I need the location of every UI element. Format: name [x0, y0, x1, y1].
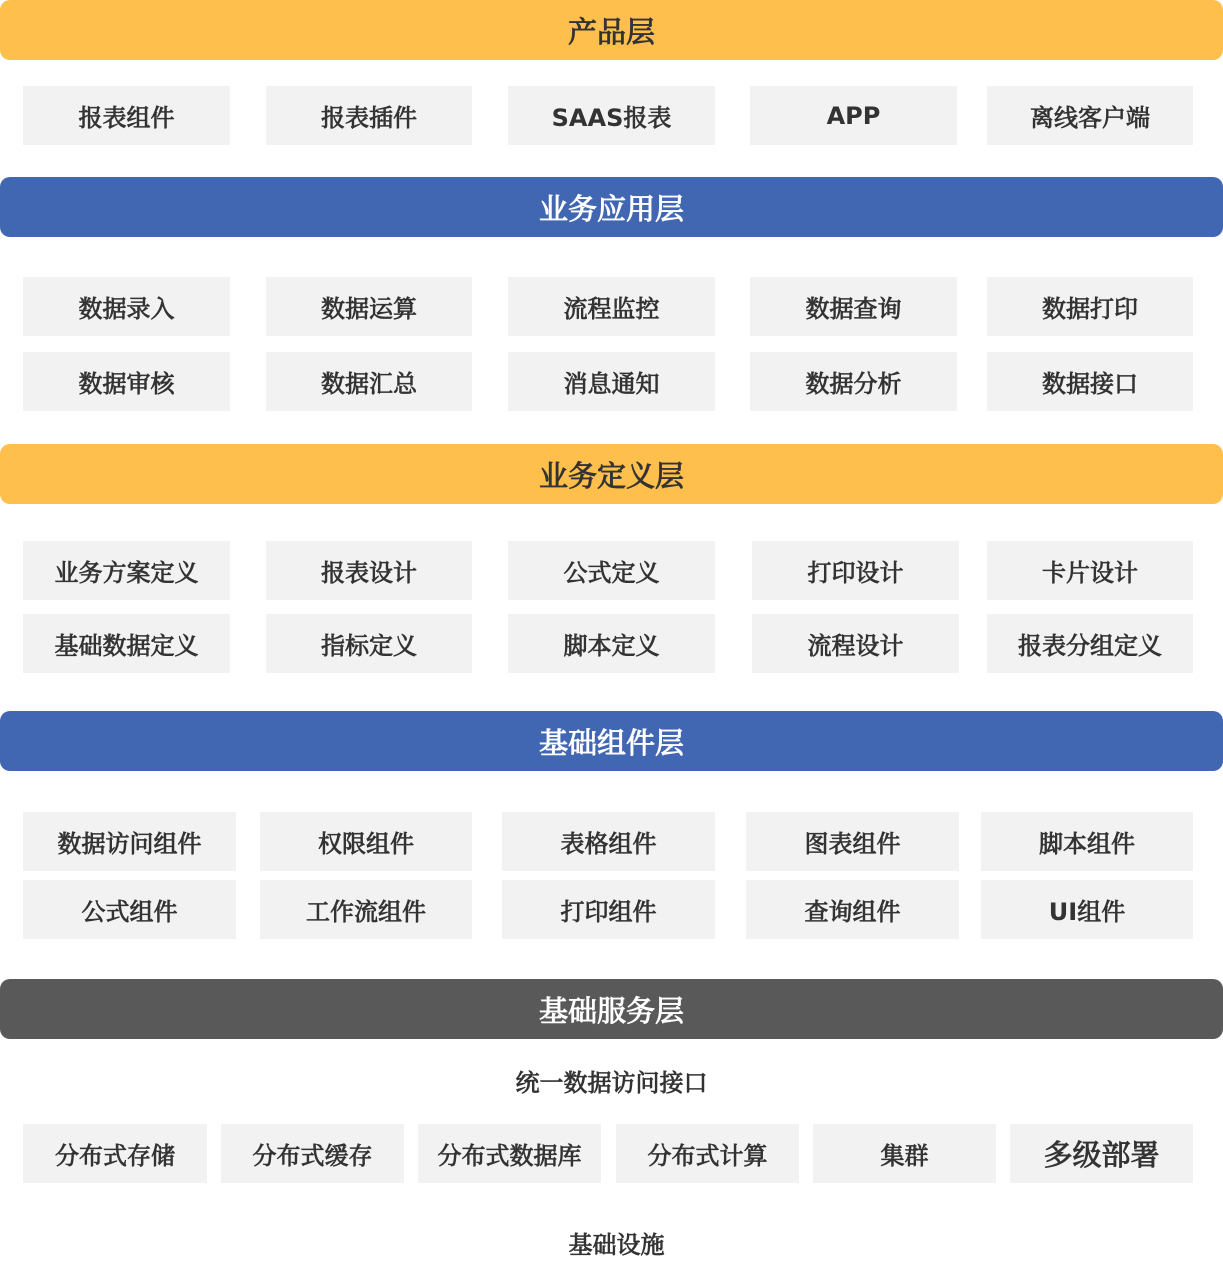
base-component-item: 查询组件: [746, 880, 959, 939]
base-component-item: 图表组件: [746, 812, 959, 871]
base-service-item: 集群: [813, 1124, 996, 1183]
business-def-item: 报表分组定义: [987, 614, 1193, 673]
business-app-item: 数据分析: [750, 352, 957, 411]
business-app-layer-header: [0, 177, 1223, 237]
infrastructure-label: 基础设施: [568, 1231, 665, 1259]
base-component-item: 数据访问组件: [23, 812, 236, 871]
product-layer-header: [0, 0, 1223, 60]
base-component-layer-title: 基础组件层: [538, 725, 684, 760]
unified-data-access-interface: 统一数据访问接口: [515, 1069, 708, 1097]
product-item-report-component: 报表组件: [23, 86, 230, 145]
business-app-layer-title: 业务应用层: [538, 191, 684, 226]
business-def-layer-title: 业务定义层: [538, 458, 684, 493]
business-app-item: 数据审核: [23, 352, 230, 411]
business-app-item: 流程监控: [508, 277, 715, 336]
business-def-item: 卡片设计: [987, 541, 1193, 600]
product-item-report-plugin: 报表插件: [266, 86, 472, 145]
base-service-item: 分布式存储: [23, 1124, 207, 1183]
business-app-item: 数据运算: [266, 277, 472, 336]
business-def-item: 指标定义: [266, 614, 472, 673]
business-app-item: 数据录入: [23, 277, 230, 336]
base-component-layer-header: [0, 711, 1223, 771]
base-component-item: 公式组件: [23, 880, 236, 939]
base-component-item: 脚本组件: [981, 812, 1193, 871]
base-service-layer-header: [0, 979, 1223, 1039]
product-item-saas-report: SAAS报表: [508, 86, 715, 145]
base-service-item: 分布式计算: [616, 1124, 799, 1183]
business-def-item: 公式定义: [508, 541, 715, 600]
base-component-item: 工作流组件: [260, 880, 472, 939]
base-component-item: 表格组件: [502, 812, 715, 871]
business-app-item: 数据打印: [987, 277, 1193, 336]
base-component-item: 打印组件: [502, 880, 715, 939]
product-item-app: APP: [750, 86, 957, 145]
business-def-item: 报表设计: [266, 541, 472, 600]
business-app-item: 数据查询: [750, 277, 957, 336]
business-def-item: 打印设计: [752, 541, 959, 600]
business-app-item: 数据接口: [987, 352, 1193, 411]
business-def-item: 脚本定义: [508, 614, 715, 673]
product-item-offline-client: 离线客户端: [987, 86, 1193, 145]
business-def-item: 流程设计: [752, 614, 959, 673]
base-component-item: UI组件: [981, 880, 1193, 939]
business-app-item: 数据汇总: [266, 352, 472, 411]
base-service-layer-title: 基础服务层: [538, 993, 684, 1028]
business-def-layer-header: [0, 444, 1223, 504]
product-layer-title: 产品层: [567, 14, 655, 49]
base-service-item: 多级部署: [1010, 1124, 1193, 1183]
base-component-item: 权限组件: [260, 812, 472, 871]
business-def-item: 业务方案定义: [23, 541, 230, 600]
business-def-item: 基础数据定义: [23, 614, 230, 673]
base-service-item: 分布式数据库: [418, 1124, 601, 1183]
base-service-item: 分布式缓存: [221, 1124, 404, 1183]
business-app-item: 消息通知: [508, 352, 715, 411]
